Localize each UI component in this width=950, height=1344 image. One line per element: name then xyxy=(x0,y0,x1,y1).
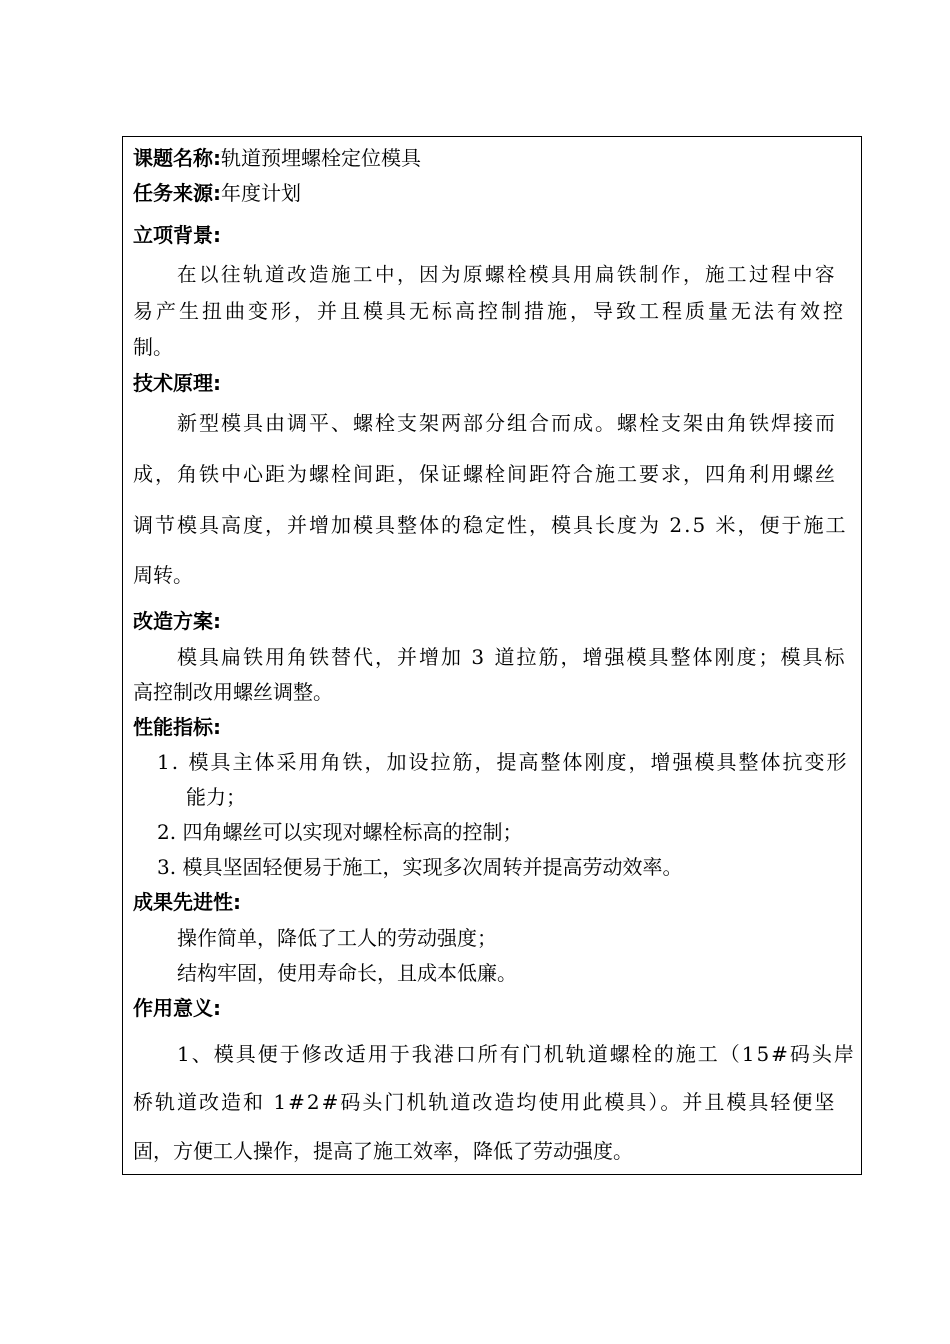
source-value: 年度计划 xyxy=(221,181,301,205)
advantage-line: 操作简单，降低了工人的劳动强度； xyxy=(177,926,497,950)
topic-row xyxy=(133,146,858,170)
performance-item: 3. 模具坚固轻便易于施工，实现多次周转并提高劳动效率。 xyxy=(157,855,683,879)
plan-line: 模具扁铁用角铁替代，并增加 3 道拉筋，增强模具整体刚度；模具标 xyxy=(177,645,847,669)
performance-item: 1. 模具主体采用角铁，加设拉筋，提高整体刚度，增强模具整体抗变形 xyxy=(157,750,849,774)
plan-heading: 改造方案: xyxy=(133,609,221,633)
performance-heading: 性能指标: xyxy=(133,715,221,739)
advantage-heading: 成果先进性: xyxy=(133,890,241,914)
topic-value: 轨道预埋螺栓定位模具 xyxy=(221,146,421,170)
significance-line: 1、模具便于修改适用于我港口所有门机轨道螺栓的施工（15#码头岸 xyxy=(177,1042,856,1066)
background-heading: 立项背景: xyxy=(133,223,221,247)
background-line: 制。 xyxy=(133,335,173,359)
significance-line: 桥轨道改造和 1#2#码头门机轨道改造均使用此模具）。并且模具轻便坚 xyxy=(133,1090,837,1114)
topic-label: 课题名称: xyxy=(133,146,221,170)
source-row xyxy=(133,181,858,205)
background-line: 易产生扭曲变形，并且模具无标高控制措施，导致工程质量无法有效控 xyxy=(133,299,846,323)
plan-line: 高控制改用螺丝调整。 xyxy=(133,680,333,704)
performance-item-cont: 能力； xyxy=(186,785,246,809)
significance-line: 固，方便工人操作，提高了施工效率，降低了劳动强度。 xyxy=(133,1139,633,1163)
principle-line: 周转。 xyxy=(133,563,193,587)
principle-heading: 技术原理: xyxy=(133,371,221,395)
advantage-line: 结构牢固，使用寿命长，且成本低廉。 xyxy=(177,961,517,985)
principle-line: 调节模具高度，并增加模具整体的稳定性，模具长度为 2.5 米，便于施工 xyxy=(133,513,848,537)
background-line: 在以往轨道改造施工中，因为原螺栓模具用扁铁制作，施工过程中容 xyxy=(177,263,838,286)
principle-line: 新型模具由调平、螺栓支架两部分组合而成。螺栓支架由角铁焊接而 xyxy=(177,411,837,435)
performance-item: 2. 四角螺丝可以实现对螺栓标高的控制； xyxy=(157,820,523,844)
principle-line: 成，角铁中心距为螺栓间距，保证螺栓间距符合施工要求，四角利用螺丝 xyxy=(133,462,837,486)
source-label: 任务来源: xyxy=(133,181,221,205)
significance-heading: 作用意义: xyxy=(133,996,221,1020)
